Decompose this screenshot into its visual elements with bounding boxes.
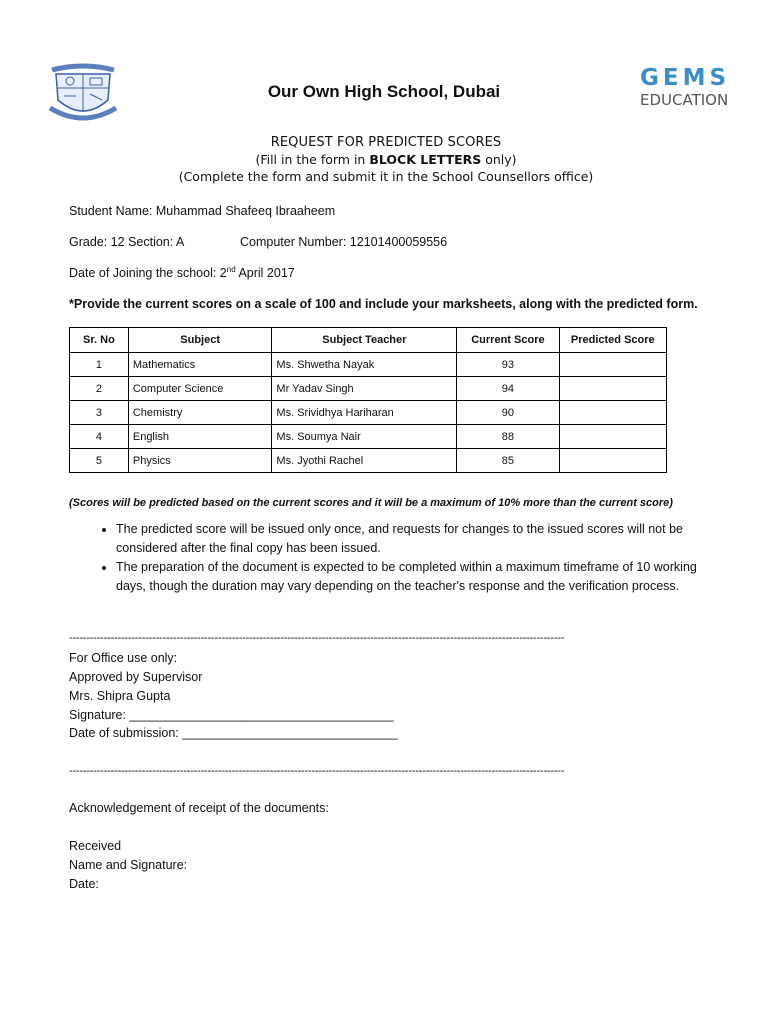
cell-predicted-score[interactable]	[559, 425, 666, 449]
instruction-text: *Provide the current scores on a scale of 100 and include your marksheets, along with the predicted form.	[69, 297, 698, 311]
cell-sr-no: 5	[70, 449, 129, 473]
cell-teacher: Ms. Shwetha Nayak	[272, 353, 457, 377]
cell-teacher: Ms. Jyothi Rachel	[272, 449, 457, 473]
cell-subject: English	[128, 425, 272, 449]
cell-predicted-score[interactable]	[559, 353, 666, 377]
cell-sr-no: 2	[70, 377, 129, 401]
acknowledgement-heading: Acknowledgement of receipt of the documents:	[69, 801, 329, 815]
cell-subject: Computer Science	[128, 377, 272, 401]
col-header-subject: Subject	[128, 328, 272, 353]
cell-subject: Physics	[128, 449, 272, 473]
joining-sup: nd	[226, 265, 236, 274]
subtitle-bold: BLOCK LETTERS	[369, 152, 482, 167]
rules-list	[94, 520, 716, 596]
scores-table	[69, 327, 667, 473]
cell-sr-no: 1	[70, 353, 129, 377]
form-title: REQUEST FOR PREDICTED SCORES	[270, 135, 502, 150]
table-row	[70, 425, 667, 449]
cell-subject: Mathematics	[128, 353, 272, 377]
joining-date-line	[69, 265, 295, 280]
table-row	[70, 401, 667, 425]
approved-by: Approved by Supervisor	[69, 670, 203, 684]
table-row	[70, 377, 667, 401]
cell-current-score: 88	[457, 425, 559, 449]
cell-current-score: 90	[457, 401, 559, 425]
grade-line: Grade: 12 Section: A	[69, 235, 185, 249]
col-header-sr-no: Sr. No	[70, 328, 129, 353]
joining-suffix: April 2017	[235, 266, 295, 281]
date-of-submission-field[interactable]: Date of submission: _______________________________	[69, 726, 398, 740]
computer-number-line: Computer Number: 12101400059556	[240, 235, 448, 249]
name-signature-label: Name and Signature:	[69, 858, 188, 872]
cell-teacher: Ms. Soumya Nair	[272, 425, 457, 449]
col-header-current-score: Current Score	[457, 328, 559, 353]
office-heading: For Office use only:	[69, 651, 178, 665]
table-header-row	[70, 328, 667, 353]
separator-line: -----------------------------------------------------------------------------------------------------------------------------------------------	[69, 765, 565, 777]
table-row	[70, 449, 667, 473]
list-item: • The predicted score will be issued only once, and requests for changes to the issued scores will not be considered after the final copy has been issued.	[116, 520, 716, 558]
subtitle-suffix: only)	[481, 152, 517, 167]
cell-predicted-score[interactable]	[559, 401, 666, 425]
form-subtitle-2: (Complete the form and submit it in the School Counsellors office)	[178, 169, 594, 184]
col-header-teacher: Subject Teacher	[272, 328, 457, 353]
table-row	[70, 353, 667, 377]
scores-note: (Scores will be predicted based on the current scores and it will be a maximum of 10% more than the current score)	[69, 497, 673, 509]
subtitle-prefix: (Fill in the form in	[255, 152, 370, 167]
student-name-line: Student Name: Muhammad Shafeeq Ibraaheem	[69, 204, 336, 218]
gems-education-logo	[640, 66, 744, 118]
school-name: Our Own High School, Dubai	[267, 82, 501, 101]
received-label: Received	[69, 839, 122, 853]
cell-current-score: 93	[457, 353, 559, 377]
signature-field[interactable]: Signature: ______________________________________	[69, 708, 394, 722]
separator-line: -----------------------------------------------------------------------------------------------------------------------------------------------	[69, 632, 565, 644]
form-subtitle	[0, 152, 768, 167]
cell-current-score: 85	[457, 449, 559, 473]
joining-prefix: Date of Joining the school: 2	[69, 266, 227, 281]
brand-logo-subtext: EDUCATION	[640, 91, 729, 109]
brand-logo-text: GEMS	[640, 65, 731, 91]
date-label: Date:	[69, 877, 99, 891]
cell-teacher: Mr Yadav Singh	[272, 377, 457, 401]
cell-predicted-score[interactable]	[559, 449, 666, 473]
cell-predicted-score[interactable]	[559, 377, 666, 401]
list-item: • The preparation of the document is expected to be completed within a maximum timeframe of 10 working days, though the duration may vary depending on the teacher's response and the verification process.	[116, 558, 716, 596]
cell-teacher: Ms. Srividhya Hariharan	[272, 401, 457, 425]
cell-current-score: 94	[457, 377, 559, 401]
supervisor-name: Mrs. Shipra Gupta	[69, 689, 171, 703]
cell-sr-no: 3	[70, 401, 129, 425]
cell-subject: Chemistry	[128, 401, 272, 425]
col-header-predicted-score: Predicted Score	[559, 328, 666, 353]
cell-sr-no: 4	[70, 425, 129, 449]
